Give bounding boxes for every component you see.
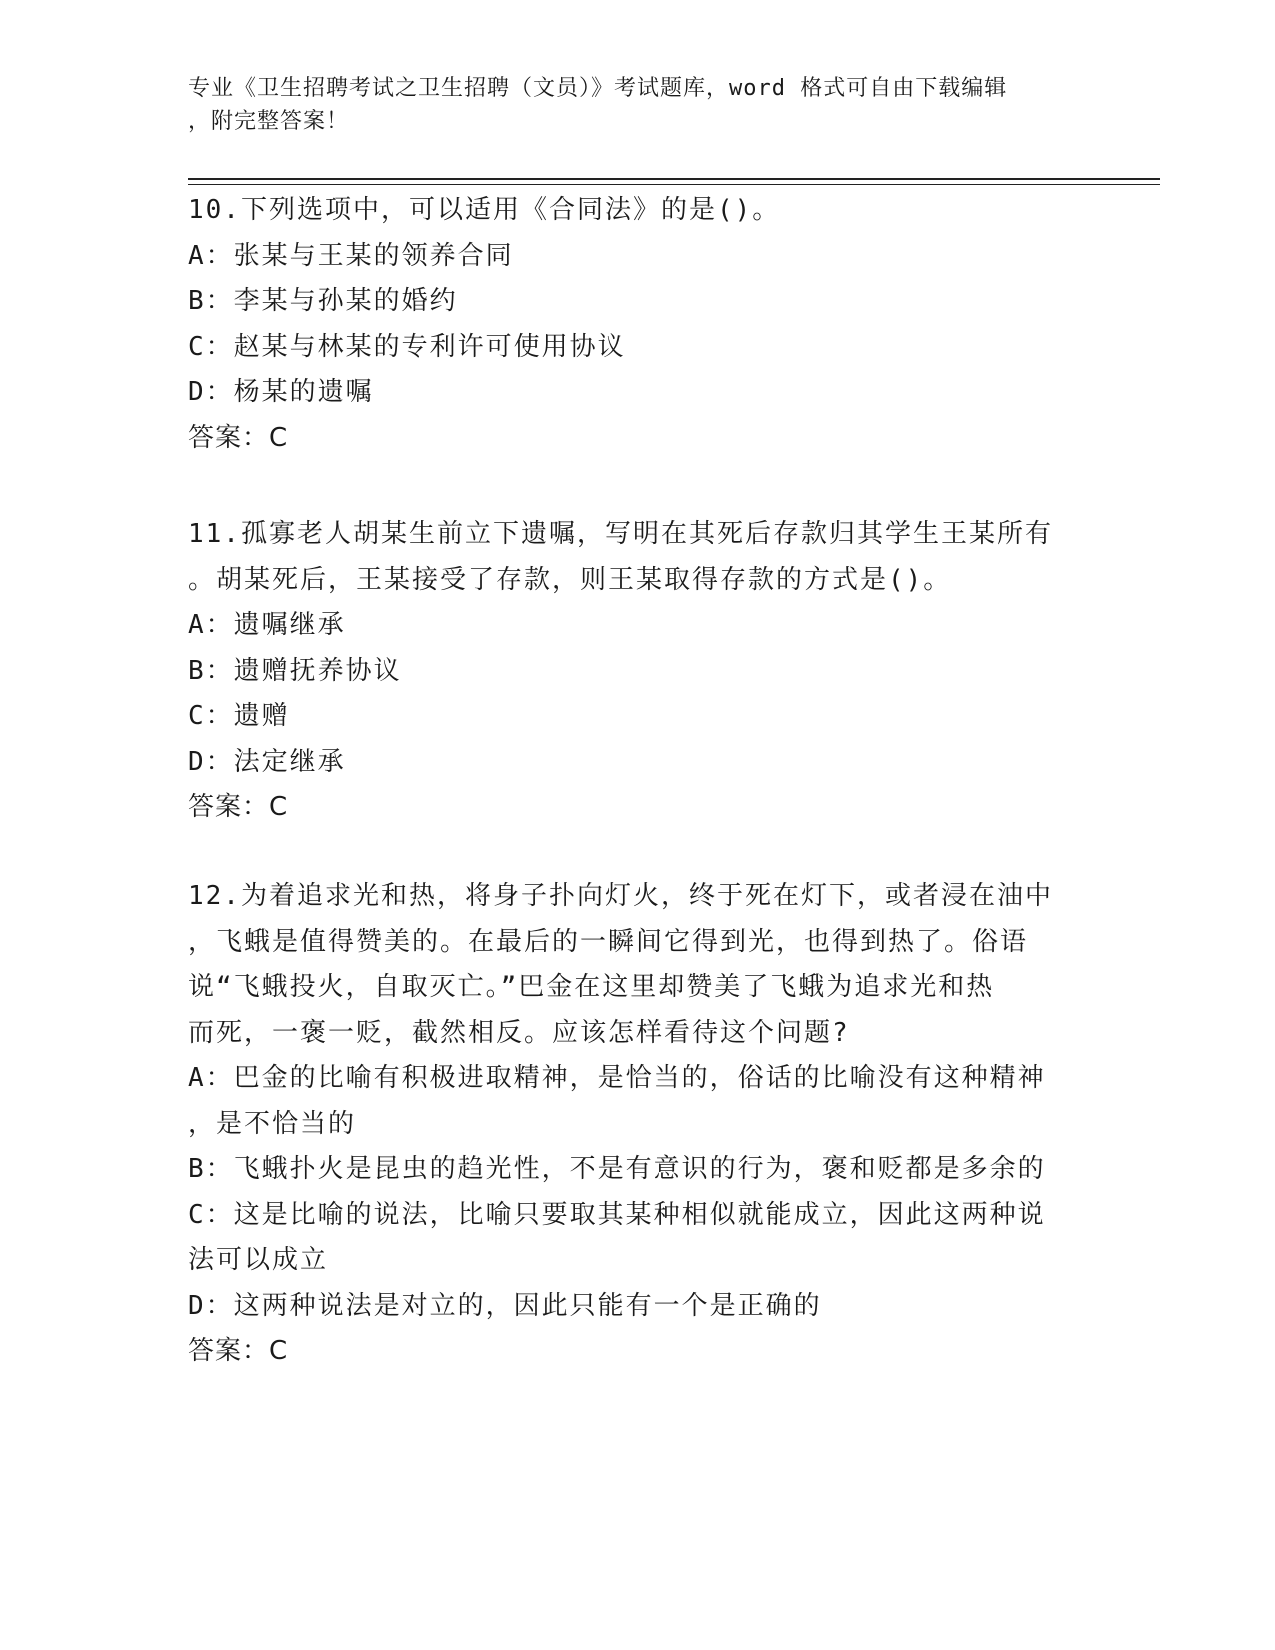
question-stem: 而死，一褒一贬，截然相反。应该怎样看待这个问题?	[188, 1017, 850, 1048]
question-stem: 11.孤寡老人胡某生前立下遗嘱，写明在其死后存款归其学生王某所有	[188, 519, 1053, 549]
option-b: B：李某与孙某的婚约	[188, 286, 458, 316]
answer: 答案：C	[188, 1336, 289, 1366]
option-b: B：遗赠抚养协议	[188, 655, 402, 686]
answer: 答案：C	[188, 792, 289, 822]
document-header: 专业《卫生招聘考试之卫生招聘（文员）》考试题库，word 格式可自由下载编辑 ，附完整答案！	[188, 76, 1008, 134]
option-c: C：遗赠	[188, 701, 290, 731]
header-divider-thin	[188, 184, 1160, 185]
question-stem: 。胡某死后，王某接受了存款，则王某取得存款的方式是()。	[188, 564, 952, 595]
question-stem: 12.为着追求光和热，将身子扑向灯火，终于死在灯下，或者浸在油中	[188, 881, 1053, 911]
header-divider-thick	[188, 178, 1160, 180]
option-c: C：这是比喻的说法，比喻只要取其某种相似就能成立，因此这两种说	[188, 1199, 1046, 1230]
question-10	[188, 188, 1078, 461]
option-d: D：杨某的遗嘱	[188, 377, 374, 407]
question-stem: ，飞蛾是值得赞美的。在最后的一瞬间它得到光，也得到热了。俗语	[188, 926, 1029, 957]
question-stem: 10.下列选项中，可以适用《合同法》的是()。	[188, 195, 781, 225]
question-12	[188, 874, 1078, 1375]
option-c: C：赵某与林某的专利许可使用协议	[188, 331, 626, 362]
option-a: A：张某与王某的领养合同	[188, 240, 514, 271]
option-d: D：这两种说法是对立的，因此只能有一个是正确的	[188, 1290, 822, 1321]
option-c-continued: 法可以成立	[188, 1245, 329, 1275]
option-a: A：遗嘱继承	[188, 610, 346, 640]
question-11	[188, 512, 1078, 831]
option-a-continued: ，是不恰当的	[188, 1108, 357, 1139]
option-d: D：法定继承	[188, 746, 346, 777]
option-b: B：飞蛾扑火是昆虫的趋光性，不是有意识的行为，褒和贬都是多余的	[188, 1154, 1046, 1184]
option-a: A：巴金的比喻有积极进取精神，是恰当的，俗话的比喻没有这种精神	[188, 1063, 1046, 1093]
question-stem: 说“飞蛾投火，自取灭亡。”巴金在这里却赞美了飞蛾为追求光和热	[188, 972, 995, 1002]
answer: 答案：C	[188, 422, 289, 453]
